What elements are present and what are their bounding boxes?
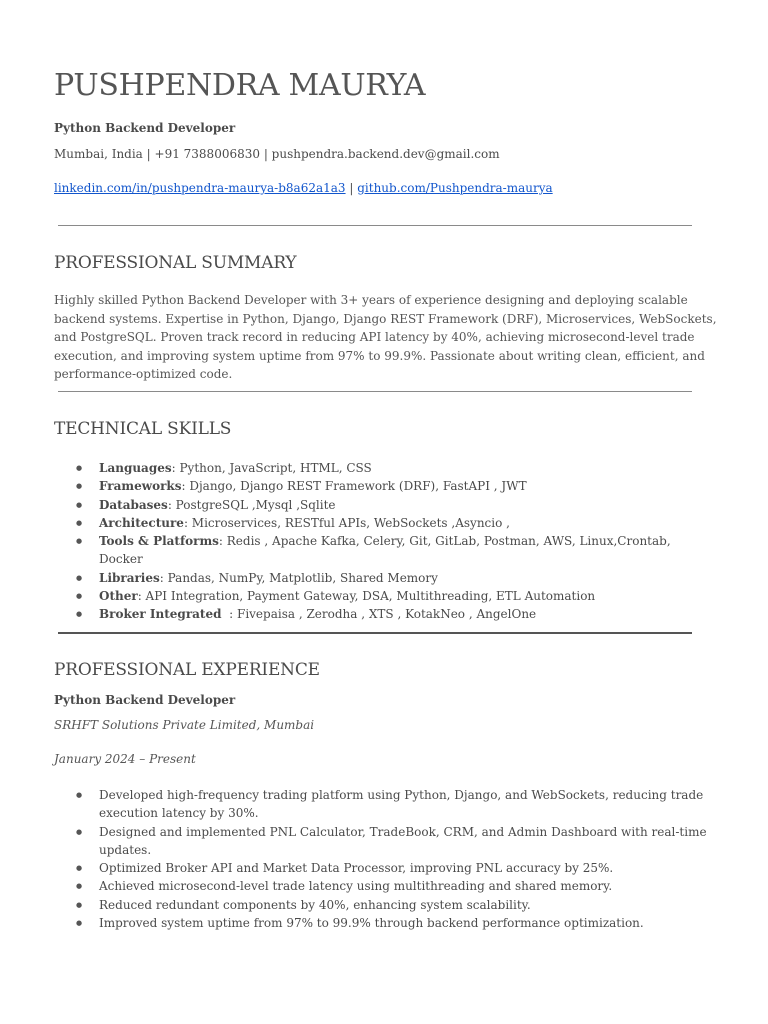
experience-item: ● Developed high-frequency trading platform using Python, Django, and WebSockets, reducing trade execution latency by 30%. — [76, 786, 716, 823]
divider-summary — [58, 391, 692, 392]
divider-header — [58, 225, 692, 226]
skill-value: : API Integration, Payment Gateway, DSA, Multithreading, ETL Automation — [137, 589, 596, 604]
skill-label: Frameworks — [99, 479, 182, 494]
employment-dates: January 2024 – Present — [54, 752, 196, 766]
skill-label: Broker Integrated — [99, 607, 222, 622]
linkedin-link[interactable]: linkedin.com/in/pushpendra-maurya-b8a62a1a3 — [54, 181, 346, 195]
skills-list — [76, 459, 714, 624]
skill-value: : Redis , Apache Kafka, Celery, Git, GitLab, Postman, AWS, Linux,Crontab, Docker — [99, 534, 671, 567]
skill-label: Libraries — [99, 570, 160, 585]
candidate-name: PUSHPENDRA MAURYA — [54, 68, 426, 103]
skill-label: Databases — [99, 497, 168, 512]
company-name: SRHFT Solutions Private Limited, Mumbai — [54, 718, 315, 732]
skill-item — [76, 459, 714, 477]
experience-item: ● Reduced redundant components by 40%, enhancing system scalability. — [76, 896, 716, 914]
skill-item — [76, 496, 714, 514]
experience-item: ● Optimized Broker API and Market Data Processor, improving PNL accuracy by 25%. — [76, 859, 716, 877]
skill-label: Languages — [99, 461, 172, 475]
skill-value: : Fivepaisa , Zerodha , XTS , KotakNeo , AngelOne — [221, 607, 537, 622]
summary-heading: PROFESSIONAL SUMMARY — [54, 253, 297, 273]
skill-item — [76, 587, 714, 605]
skill-item — [76, 477, 714, 495]
skill-value: : Pandas, NumPy, Matplotlib, Shared Memory — [159, 570, 438, 585]
experience-item: ● Designed and implemented PNL Calculator, TradeBook, CRM, and Admin Dashboard with real-time updates. — [76, 823, 716, 860]
skill-item — [76, 605, 714, 623]
github-link[interactable]: github.com/Pushpendra-maurya — [357, 181, 553, 195]
experience-item: ● Achieved microsecond-level trade latency using multithreading and shared memory. — [76, 877, 716, 895]
job-title: Python Backend Developer — [54, 693, 236, 707]
skill-item — [76, 532, 714, 569]
skill-label: Other — [99, 589, 138, 604]
experience-list — [76, 786, 716, 932]
experience-heading: PROFESSIONAL EXPERIENCE — [54, 660, 320, 680]
contact-info: Mumbai, India | +91 7388006830 | pushpendra.backend.dev@gmail.com — [54, 147, 500, 161]
skill-value: : PostgreSQL ,Mysql ,Sqlite — [167, 497, 336, 512]
skill-value: : Microservices, RESTful APIs, WebSockets ,Asyncio , — [183, 515, 510, 530]
skill-value: : Django, Django REST Framework (DRF), FastAPI , JWT — [181, 479, 527, 494]
skill-label: Tools & Platforms — [99, 534, 219, 549]
skill-item — [76, 569, 714, 587]
link-separator: | — [345, 181, 358, 195]
summary-text: Highly skilled Python Backend Developer with 3+ years of experience designing and deploying scalable backend systems. Expertise in Python, Django, Django REST Framework (DRF), Microservices, WebSockets, and PostgreSQL. Proven track record in reducing API latency by 40%, achieving microsecond-level trade execution, and improving system uptime from 97% to 99.9%. Passionate about writing clean, efficient, and performance-optimized code. — [54, 293, 717, 381]
candidate-title: Python Backend Developer — [54, 121, 236, 135]
experience-item: ● Improved system uptime from 97% to 99.9% through backend performance optimization. — [76, 914, 716, 932]
skill-label: Architecture — [99, 515, 184, 530]
divider-skills — [58, 632, 692, 634]
skills-heading: TECHNICAL SKILLS — [54, 419, 232, 439]
profile-links — [54, 181, 553, 195]
skill-value: : Python, JavaScript, HTML, CSS — [171, 461, 372, 475]
skill-item — [76, 514, 714, 532]
